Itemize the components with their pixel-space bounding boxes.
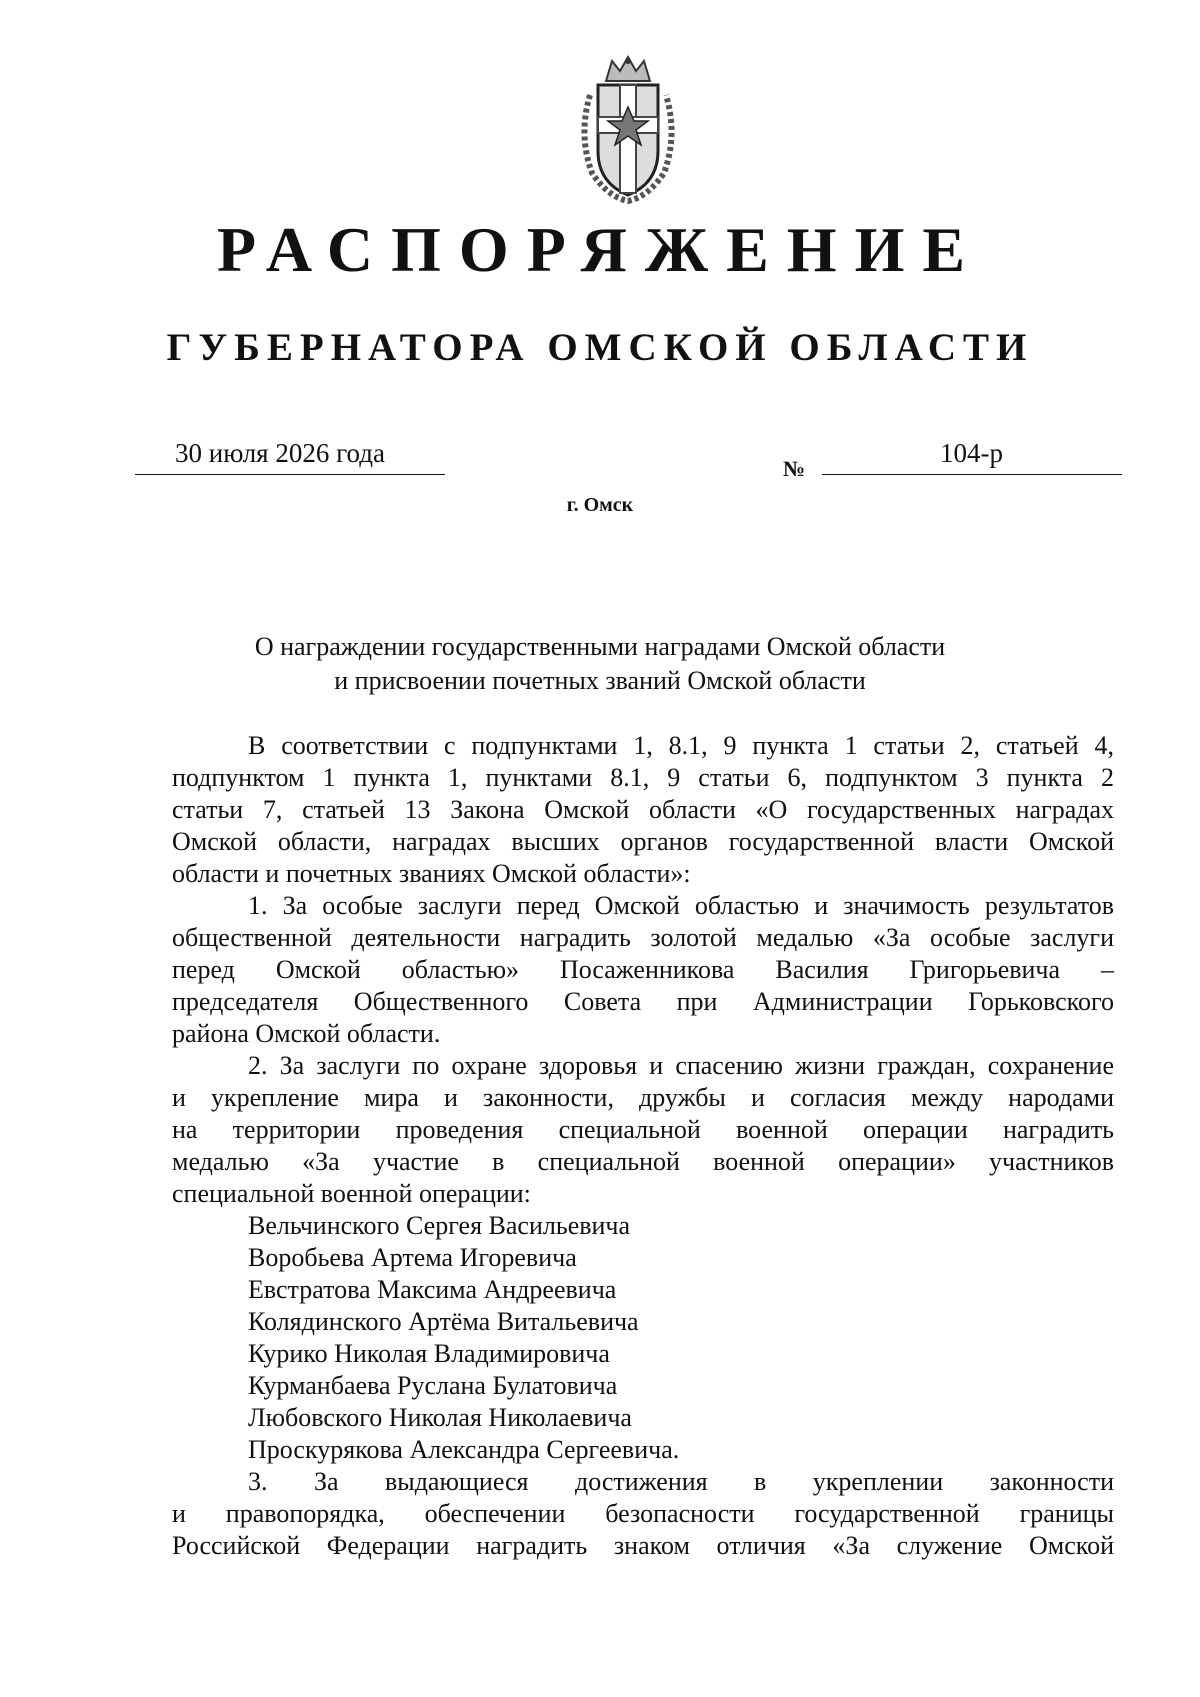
- coat-of-arms-emblem: [572, 55, 684, 205]
- heading-line: О награждении государственными наградами Омской области: [254, 632, 946, 661]
- body-line: 1. За особые заслуги перед Омской областью и значимость результатов: [248, 891, 1114, 920]
- body-line: Омской области, наградах высших органов государственной власти Омской: [172, 827, 1114, 856]
- document-city: г. Омск: [566, 494, 634, 516]
- awardee-name: Курманбаева Руслана Булатовича: [248, 1371, 618, 1400]
- body-line: В соответствии с подпунктами 1, 8.1, 9 пункта 1 статьи 2, статьей 4,: [248, 731, 1114, 760]
- heading-line: и присвоении почетных званий Омской области: [334, 666, 866, 695]
- body-line: 3. За выдающиеся достижения в укреплении законности: [248, 1467, 1114, 1496]
- awardee-name: Любовского Николая Николаевича: [248, 1403, 632, 1432]
- document-date: 30 июля 2026 года: [175, 438, 385, 468]
- awardee-name: Вельчинского Сергея Васильевича: [248, 1211, 631, 1240]
- number-sign: №: [783, 456, 806, 481]
- document-heading: [0, 630, 1200, 698]
- body-line: 2. За заслуги по охране здоровья и спасению жизни граждан, сохранение: [248, 1051, 1114, 1080]
- body-line: общественной деятельности наградить золотой медалью «За особые заслуги: [172, 923, 1114, 952]
- awardee-name: Воробьева Артема Игоревича: [248, 1243, 577, 1272]
- number-underline: [822, 474, 1122, 475]
- body-line: председателя Общественного Совета при Администрации Горьковского: [172, 987, 1114, 1016]
- document-title: РАСПОРЯЖЕНИЕ: [216, 214, 984, 285]
- document-number: 104-р: [940, 438, 1003, 468]
- awardee-name: Курико Николая Владимировича: [248, 1339, 610, 1368]
- body-line: перед Омской областью» Посаженникова Василия Григорьевича –: [172, 955, 1114, 984]
- body-line: области и почетных званиях Омской области»:: [172, 859, 691, 888]
- body-line: и правопорядка, обеспечении безопасности государственной границы: [172, 1499, 1114, 1528]
- body-line: статьи 7, статьей 13 Закона Омской области «О государственных наградах: [172, 795, 1114, 824]
- date-underline: [135, 474, 445, 475]
- awardee-name: Евстратова Максима Андреевича: [248, 1275, 617, 1304]
- document-subtitle: ГУБЕРНАТОРА ОМСКОЙ ОБЛАСТИ: [166, 326, 1034, 369]
- body-line: района Омской области.: [172, 1019, 441, 1048]
- document-body: [172, 730, 1114, 1562]
- awardee-name: Колядинского Артёма Витальевича: [248, 1307, 639, 1336]
- body-line: специальной военной операции:: [172, 1179, 531, 1208]
- body-line: на территории проведения специальной военной операции наградить: [172, 1115, 1114, 1144]
- body-line: медалью «За участие в специальной военной операции» участников: [172, 1147, 1114, 1176]
- body-line: подпунктом 1 пункта 1, пунктами 8.1, 9 статьи 6, подпунктом 3 пункта 2: [172, 763, 1114, 792]
- body-line: Российской Федерации наградить знаком отличия «За служение Омской: [172, 1531, 1114, 1560]
- body-line: и укрепление мира и законности, дружбы и согласия между народами: [172, 1083, 1114, 1112]
- awardee-name: Проскурякова Александра Сергеевича.: [248, 1435, 680, 1464]
